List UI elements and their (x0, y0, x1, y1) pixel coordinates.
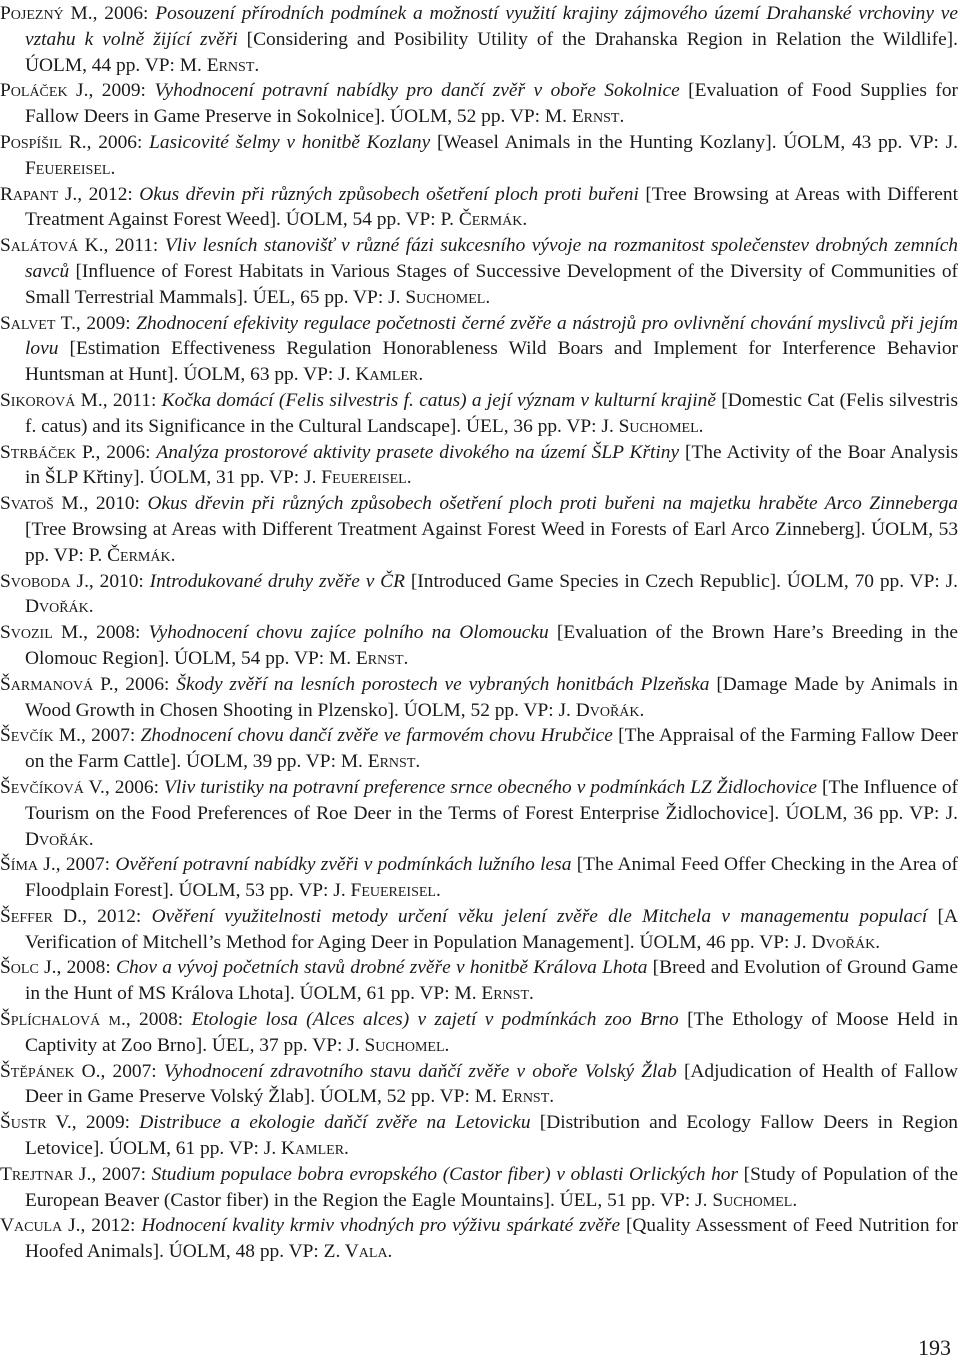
reference-year: , 2012: (81, 905, 152, 927)
reference-english-title: [Tree Browsing at Areas with Different Treatment Against Forest Weed] (25, 183, 958, 231)
reference-title: Lasicovité šelmy v honitbě Kozlany (149, 131, 437, 153)
reference-supervisor: J. Dvořák. (25, 802, 958, 850)
reference-details: . ÚOLM, 48 pp. VP: (159, 1241, 324, 1263)
reference-supervisor: J. Feuereisel. (304, 467, 412, 489)
reference-title: Hodnocení kvality krmiv vhodných pro výživu spárkaté zvěře (141, 1215, 626, 1237)
reference-english-title: [Adjudication of Health of Fallow Deer in Game Preserve Volský Žlab] (25, 1060, 959, 1108)
reference-english-title: [The Influence of Tourism on the Food Preferences of Roe Deer in the Terms of Forest Enterprise Židlochovice] (25, 776, 958, 824)
reference-entry (0, 1162, 958, 1214)
reference-english-title: [Introduced Game Species in Czech Republic] (410, 570, 777, 592)
reference-supervisor: J. Suchomel. (601, 415, 704, 437)
reference-title: Vliv lesních stanovišť v různé fázi sukcesního vývoje na rozmanitost společenstev drobných zemních savců (25, 235, 958, 282)
reference-details: . ÚOLM, 52 pp. VP: (394, 699, 559, 721)
reference-supervisor: J. Suchomel. (388, 286, 491, 308)
reference-english-title: [Damage Made by Animals in Wood Growth in Chosen Shooting in Plzensko] (25, 673, 959, 721)
reference-author: Šplíchalová m. (0, 1009, 126, 1031)
reference-author: Pojezný M. (0, 3, 93, 24)
reference-details: . ÚOLM, 36 pp. VP: (774, 802, 946, 824)
reference-year: , 2007: (55, 854, 116, 876)
reference-title: Chov a vývoj početních stavů drobné zvěře v honitbě Králova Lhota (116, 957, 653, 979)
reference-entry (0, 1059, 958, 1111)
reference-english-title: [Influence of Forest Habitats in Various Stages of Successive Development of the Diversity of Communities of Small Terrestrial Mammals] (25, 260, 958, 308)
reference-english-title: [The Appraisal of the Farming Fallow Deer on the Farm Cattle] (25, 725, 959, 773)
reference-year: , 2008: (83, 622, 149, 644)
reference-author: Vacula J. (0, 1215, 81, 1237)
reference-title: Škody zvěří na lesních porostech ve vybraných honitbách Plzeňska (176, 673, 717, 695)
reference-supervisor: P. Čermák. (440, 209, 528, 231)
reference-english-title: [Weasel Animals in the Hunting Kozlany] (436, 131, 772, 153)
reference-author: Štěpánek O. (0, 1060, 101, 1082)
reference-author: Trejtnar J. (0, 1163, 92, 1185)
reference-author: Šustr V. (0, 1112, 72, 1134)
reference-title: Okus dřevin při různých způsobech ošetření ploch proti buřeni (139, 183, 646, 205)
reference-supervisor: M. Ernst. (454, 983, 534, 1005)
reference-details: . ÚOLM, 61 pp. VP: (99, 1138, 264, 1160)
reference-year: , 2009: (75, 312, 137, 334)
reference-supervisor: J. Suchomel. (695, 1189, 798, 1211)
reference-english-title: [Domestic Cat (Felis silvestris f. catus) and its Significance in the Cultural Landscape] (25, 389, 958, 437)
reference-year: , 2006: (104, 776, 164, 798)
reference-title: Posouzení přírodních podmínek a možností využití krajiny zájmového území Drahanské vrchoviny ve vztahu k volně žijící zvěři (25, 3, 958, 50)
reference-details: . ÚEL, 51 pp. VP: (550, 1189, 696, 1211)
reference-author: Ševčík M. (0, 725, 81, 747)
reference-year: , 2006: (95, 441, 157, 463)
reference-supervisor: J. Dvořák. (558, 699, 645, 721)
reference-supervisor: M. Ernst. (474, 1086, 555, 1108)
reference-title: Distribuce a ekologie daňčí zvěře na Letovicku (139, 1112, 540, 1134)
reference-supervisor: J. Kamler. (338, 364, 424, 386)
reference-year: , 2006: (113, 673, 177, 695)
reference-title: Okus dřevin při různých způsobech ošetření ploch proti buřeni na majetku hraběte Arco Zinneberga (147, 493, 958, 515)
reference-year: , 2012: (77, 183, 140, 205)
reference-supervisor: Z. Vala. (323, 1241, 393, 1263)
reference-entry (0, 775, 958, 852)
reference-entry (0, 569, 958, 621)
reference-entry (0, 955, 958, 1007)
reference-author: Šarmanová P. (0, 673, 114, 695)
reference-title: Ověření využitelnosti metody určení věku jelení zvěře dle Mitchela v managementu populací (151, 905, 938, 927)
reference-english-title: [Evaluation of the Brown Hare’s Breeding in the Olomouc Region] (25, 622, 958, 669)
reference-title: Ověření potravní nabídky zvěři v podmínkách lužního lesa (115, 854, 577, 876)
reference-supervisor: J. Feuereisel. (25, 131, 958, 179)
reference-author: Salátová K. (0, 235, 104, 257)
reference-year: , 2009: (88, 80, 155, 102)
reference-entry (0, 182, 958, 234)
reference-title: Introdukované druhy zvěře v ČR (149, 570, 411, 592)
reference-title: Kočka domácí (Felis silvestris f. catus) a její význam v kulturní krajině (161, 389, 722, 411)
reference-details: . ÚOLM, 39 pp. VP: (176, 751, 341, 773)
reference-details: . ÚEL, 36 pp. VP: (456, 415, 602, 437)
reference-author: Svozil M. (0, 622, 84, 644)
reference-english-title: [Estimation Effectiveness Regulation Honorableness Wild Boars and Implement for Interference Behavior Huntsman at Hunt] (25, 338, 958, 386)
reference-details: . ÚOLM, 43 pp. VP: (771, 131, 946, 153)
reference-details: . ÚOLM, 46 pp. VP: (629, 931, 795, 953)
reference-entry (0, 852, 958, 904)
reference-english-title: [Breed and Evolution of Ground Game in the Hunt of MS Králova Lhota] (25, 957, 958, 1005)
reference-english-title: [Tree Browsing at Areas with Different Treatment Against Forest Weed in Forests of Earl Arco Zinneberg] (25, 518, 861, 540)
reference-details: . ÚOLM, 54 pp. VP: (164, 647, 329, 669)
reference-english-title: [Study of Population of the European Beaver (Castor fiber) in the Region the Eagle Mountains] (25, 1163, 958, 1211)
reference-entry (0, 130, 958, 182)
reference-entry (0, 672, 958, 724)
reference-title: Vyhodnocení chovu zajíce polního na Olomoucku (148, 622, 557, 644)
reference-author: Rapant J. (0, 183, 78, 205)
reference-author: Salvet T. (0, 312, 76, 334)
reference-author: Sikorová M. (0, 389, 103, 411)
reference-english-title: [Quality Assessment of Feed Nutrition for Hoofed Animals] (25, 1215, 959, 1263)
reference-details: . ÚOLM, 70 pp. VP: (776, 570, 946, 592)
reference-entry (0, 491, 958, 568)
reference-year: , 2007: (100, 1060, 164, 1082)
reference-supervisor: M. Ernst. (179, 54, 260, 76)
reference-author: Šolc J. (0, 957, 57, 979)
reference-year: , 2007: (91, 1163, 152, 1185)
reference-year: , 2010: (88, 570, 150, 592)
reference-english-title: [The Animal Feed Offer Checking in the Area of Floodplain Forest] (25, 854, 958, 902)
reference-english-title: [The Activity of the Boar Analysis in ŠLP Křtiny] (25, 441, 959, 489)
reference-title: Vliv turistiky na potravní preference srnce obecného v podmínkách LZ Židlochovice (163, 776, 822, 798)
reference-author: Šíma J. (0, 854, 56, 876)
reference-english-title: [The Ethology of Moose Held in Captivity at Zoo Brno] (25, 1009, 959, 1056)
reference-details: . ÚEL, 65 pp. VP: (243, 286, 389, 308)
reference-author: Poláček J. (0, 80, 89, 102)
reference-supervisor: J. Feuereisel. (333, 880, 441, 902)
reference-author: Svatoš M. (0, 493, 84, 515)
reference-entry (0, 78, 958, 130)
reference-entry (0, 1007, 958, 1059)
reference-year: , 2011: (102, 389, 162, 411)
page-number: 193 (918, 1335, 951, 1360)
reference-english-title: [Evaluation of Food Supplies for Fallow Deers in Game Preserve in Sokolnice] (25, 80, 959, 128)
reference-supervisor: J. Kamler. (263, 1138, 349, 1160)
reference-year: , 2008: (56, 957, 117, 979)
reference-author: Ševčíková V. (0, 776, 105, 798)
reference-details: . ÚOLM, 61 pp. VP: (289, 983, 455, 1005)
reference-details: . ÚOLM, 52 pp. VP: (310, 1086, 475, 1108)
reference-year: , 2009: (71, 1112, 140, 1134)
reference-title: Vyhodnocení potravní nabídky pro dančí zvěř v oboře Sokolnice (154, 80, 689, 102)
reference-supervisor: M. Ernst. (544, 106, 625, 128)
reference-title: Analýza prostorové aktivity prasete divokého na území ŠLP Křtiny (156, 441, 685, 463)
reference-title: Zhodnocení chovu dančí zvěře ve farmovém chovu Hrubčice (140, 725, 619, 747)
reference-year: , 2006: (86, 131, 150, 153)
reference-supervisor: P. Čermák. (88, 544, 176, 566)
reference-year: , 2010: (83, 493, 148, 515)
reference-author: Svoboda J. (0, 570, 89, 592)
reference-title: Etologie losa (Alces alces) v zajetí v podmínkách zoo Brno (191, 1009, 688, 1031)
reference-entry (0, 1213, 958, 1265)
reference-supervisor: M. Ernst. (328, 647, 409, 669)
reference-supervisor: J. Dvořák. (25, 570, 958, 618)
reference-entry (0, 388, 958, 440)
reference-details: . ÚOLM, 63 pp. VP: (173, 364, 339, 386)
reference-year: , 2008: (125, 1009, 192, 1031)
reference-entry (0, 1, 958, 78)
reference-details: . ÚOLM, 52 pp. VP: (380, 106, 545, 128)
reference-year: , 2007: (80, 725, 141, 747)
reference-entry (0, 904, 958, 956)
reference-details: . ÚOLM, 31 pp. VP: (139, 467, 305, 489)
reference-supervisor: J. Dvořák. (794, 931, 881, 953)
reference-author: Šeffer D. (0, 905, 82, 927)
reference-list (0, 1, 958, 1265)
reference-supervisor: M. Ernst. (340, 751, 421, 773)
reference-english-title: [A Verification of Mitchell’s Method for Aging Deer in Population Management] (25, 905, 959, 953)
reference-entry (0, 440, 958, 492)
reference-year: , 2011: (103, 235, 165, 257)
reference-author: Pospíšil R. (0, 131, 87, 153)
reference-title: Studium populace bobra evropského (Castor fiber) v oblasti Orlických hor (151, 1163, 744, 1185)
reference-entry (0, 233, 958, 310)
reference-year: , 2006: (92, 3, 156, 24)
reference-english-title: [Considering and Posibility Utility of the Drahanska Region in Relation the Wildlife] (246, 28, 954, 50)
reference-author: Strbáček P. (0, 441, 96, 463)
reference-details: . ÚOLM, 53 pp. VP: (25, 518, 959, 566)
reference-details: . ÚOLM, 53 pp. VP: (168, 880, 334, 902)
reference-supervisor: J. Suchomel. (347, 1034, 450, 1056)
reference-details: . ÚOLM, 44 pp. VP: (25, 28, 958, 76)
reference-details: . ÚEL, 37 pp. VP: (202, 1034, 348, 1056)
reference-title: Zhodnocení efekivity regulace početnosti černé zvěře a nástrojů pro ovlivnění chování myslivců při jejím lovu (25, 312, 958, 360)
reference-details: . ÚOLM, 54 pp. VP: (276, 209, 441, 231)
reference-entry (0, 723, 958, 775)
reference-english-title: [Distribution and Ecology Fallow Deers in Region Letovice] (25, 1112, 958, 1160)
reference-year: , 2012: (80, 1215, 142, 1237)
reference-entry (0, 1110, 958, 1162)
reference-entry (0, 620, 958, 672)
reference-title: Vyhodnocení zdravotního stavu daňčí zvěře v oboře Volský Žlab (163, 1060, 684, 1082)
reference-entry (0, 311, 958, 388)
